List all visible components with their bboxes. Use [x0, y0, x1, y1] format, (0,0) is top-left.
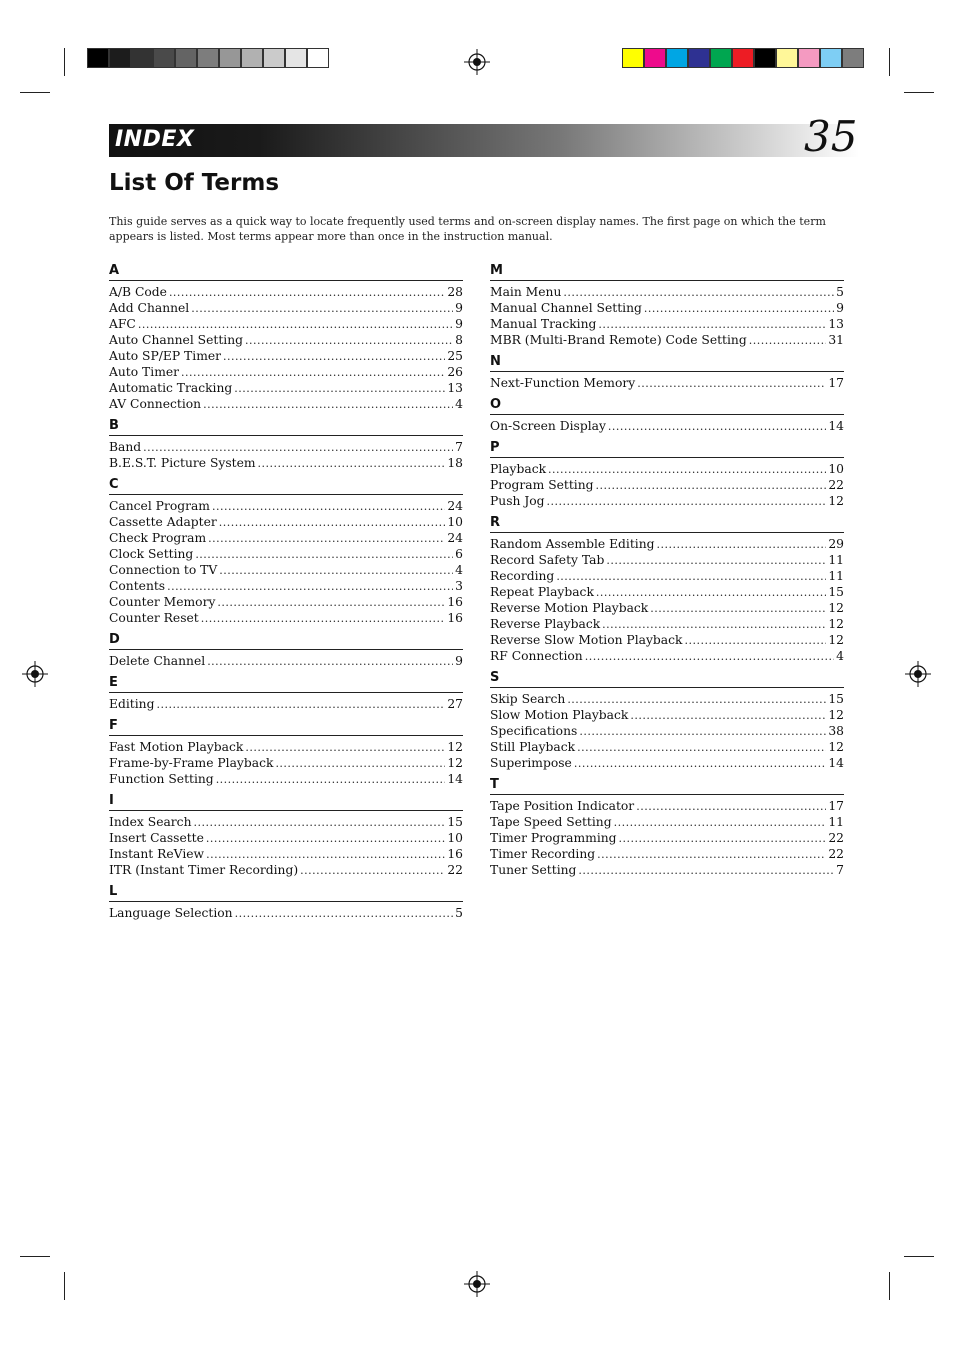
entry-term: Auto Channel Setting	[109, 333, 243, 347]
entry-term: AFC	[109, 317, 136, 331]
section-letter: D	[109, 631, 463, 650]
index-section	[490, 396, 844, 434]
index-entry	[490, 552, 844, 568]
leader-dots	[201, 610, 446, 627]
entry-term: Skip Search	[490, 692, 566, 706]
index-entry	[490, 600, 844, 616]
entry-page: 22	[828, 847, 844, 861]
index-entry	[109, 653, 463, 669]
leader-dots	[143, 439, 453, 456]
color-swatch	[666, 48, 688, 68]
index-entry	[109, 578, 463, 594]
entry-page: 10	[447, 831, 463, 845]
entry-term: Tape Speed Setting	[490, 815, 612, 829]
leader-dots	[619, 830, 827, 847]
index-entry	[109, 316, 463, 332]
section-letter: B	[109, 417, 463, 436]
entry-page: 16	[447, 595, 463, 609]
entry-term: Connection to TV	[109, 563, 218, 577]
entry-term: MBR (Multi-Brand Remote) Code Setting	[490, 333, 747, 347]
leader-dots	[596, 584, 826, 601]
entry-page: 4	[455, 397, 463, 411]
entry-term: Tuner Setting	[490, 863, 577, 877]
crop-mark	[889, 48, 890, 76]
color-swatch	[710, 48, 732, 68]
index-section	[490, 669, 844, 771]
entry-page: 12	[828, 494, 844, 508]
entry-page: 5	[455, 906, 463, 920]
intro-paragraph: This guide serves as a quick way to locate frequently used terms and on-screen display names. The first page on which the term appears is listed. Most terms appear more than once in the instruction manual.	[109, 215, 826, 243]
color-swatch	[153, 48, 175, 68]
index-entry	[109, 348, 463, 364]
color-swatch	[820, 48, 842, 68]
leader-dots	[577, 739, 826, 756]
entry-term: Repeat Playback	[490, 585, 594, 599]
entry-page: 12	[828, 617, 844, 631]
index-entry	[109, 498, 463, 514]
entry-page: 9	[455, 317, 463, 331]
entry-page: 17	[828, 376, 844, 390]
entry-page: 9	[455, 654, 463, 668]
entry-term: Counter Reset	[109, 611, 199, 625]
color-swatch	[219, 48, 241, 68]
entry-term: Timer Recording	[490, 847, 596, 861]
index-section	[490, 353, 844, 391]
index-entry	[490, 691, 844, 707]
index-section	[109, 792, 463, 878]
entry-page: 7	[836, 863, 844, 877]
entry-term: Reverse Motion Playback	[490, 601, 649, 615]
entry-page: 24	[447, 531, 463, 545]
entry-page: 31	[828, 333, 844, 347]
index-entry	[109, 439, 463, 455]
leader-dots	[548, 461, 826, 478]
page-number: 35	[804, 112, 858, 161]
leader-dots	[563, 284, 834, 301]
index-entry	[109, 610, 463, 626]
entry-term: Manual Channel Setting	[490, 301, 642, 315]
leader-dots	[606, 552, 826, 569]
entry-term: Frame-by-Frame Playback	[109, 756, 274, 770]
index-entry	[490, 461, 844, 477]
entry-page: 16	[447, 847, 463, 861]
leader-dots	[156, 696, 445, 713]
entry-page: 18	[447, 456, 463, 470]
leader-dots	[749, 332, 827, 349]
entry-term: Next-Function Memory	[490, 376, 636, 390]
color-swatch	[241, 48, 263, 68]
section-letter: O	[490, 396, 844, 415]
entry-page: 14	[828, 756, 844, 770]
section-letter: R	[490, 514, 844, 533]
color-swatch	[87, 48, 109, 68]
entry-page: 8	[455, 333, 463, 347]
leader-dots	[219, 514, 446, 531]
index-entry	[490, 300, 844, 316]
entry-term: Record Safety Tab	[490, 553, 605, 567]
index-section	[109, 262, 463, 412]
entry-term: Contents	[109, 579, 166, 593]
entry-term: Fast Motion Playback	[109, 740, 244, 754]
leader-dots	[245, 332, 453, 349]
leader-dots	[169, 284, 445, 301]
entry-page: 12	[447, 740, 463, 754]
entry-page: 3	[455, 579, 463, 593]
entry-term: Check Program	[109, 531, 207, 545]
index-entry	[490, 493, 844, 509]
entry-page: 12	[828, 708, 844, 722]
leader-dots	[597, 846, 826, 863]
leader-dots	[608, 418, 826, 435]
color-swatch	[754, 48, 776, 68]
entry-term: Insert Cassette	[109, 831, 204, 845]
entry-term: Counter Memory	[109, 595, 216, 609]
leader-dots	[636, 798, 826, 815]
index-entry	[109, 862, 463, 878]
entry-page: 15	[828, 692, 844, 706]
index-banner	[109, 124, 859, 157]
entry-page: 14	[828, 419, 844, 433]
index-entry	[490, 584, 844, 600]
index-entry	[109, 546, 463, 562]
entry-term: Auto Timer	[109, 365, 180, 379]
section-letter: C	[109, 476, 463, 495]
entry-page: 24	[447, 499, 463, 513]
index-entry	[109, 814, 463, 830]
leader-dots	[598, 316, 826, 333]
entry-page: 6	[455, 547, 463, 561]
leader-dots	[650, 600, 826, 617]
index-section	[490, 439, 844, 509]
crop-mark	[64, 1272, 65, 1300]
entry-page: 11	[828, 569, 844, 583]
entry-term: AV Connection	[109, 397, 202, 411]
index-section	[490, 514, 844, 664]
section-letter: M	[490, 262, 844, 281]
leader-dots	[567, 691, 826, 708]
index-section	[109, 883, 463, 921]
page-title: List Of Terms	[109, 170, 280, 196]
entry-term: Clock Setting	[109, 547, 194, 561]
leader-dots	[223, 348, 445, 365]
crop-mark	[20, 92, 50, 93]
index-entry	[490, 284, 844, 300]
index-entry	[490, 632, 844, 648]
leader-dots	[212, 498, 445, 515]
registration-mark-icon	[905, 661, 931, 687]
entry-page: 15	[828, 585, 844, 599]
index-entry	[490, 568, 844, 584]
index-section	[109, 674, 463, 712]
index-entry	[490, 316, 844, 332]
index-section	[490, 776, 844, 878]
entry-page: 27	[447, 697, 463, 711]
index-entry	[490, 846, 844, 862]
leader-dots	[644, 300, 834, 317]
index-entry	[490, 798, 844, 814]
color-swatch	[197, 48, 219, 68]
index-entry	[490, 648, 844, 664]
entry-term: A/B Code	[109, 285, 167, 299]
leader-dots	[191, 300, 453, 317]
entry-term: Specifications	[490, 724, 578, 738]
index-section	[109, 417, 463, 471]
color-swatch	[798, 48, 820, 68]
leader-dots	[578, 862, 834, 879]
entry-term: Slow Motion Playback	[490, 708, 629, 722]
entry-term: Add Channel	[109, 301, 190, 315]
entry-term: Cassette Adapter	[109, 515, 217, 529]
entry-term: Manual Tracking	[490, 317, 597, 331]
entry-page: 22	[447, 863, 463, 877]
entry-term: Recording	[490, 569, 555, 583]
banner-title: INDEX	[115, 127, 195, 152]
leader-dots	[300, 862, 445, 879]
leader-dots	[245, 739, 445, 756]
color-swatch	[688, 48, 710, 68]
registration-mark-icon	[464, 49, 490, 75]
section-letter: L	[109, 883, 463, 902]
entry-term: Random Assemble Editing	[490, 537, 655, 551]
entry-page: 22	[828, 831, 844, 845]
color-swatch	[842, 48, 864, 68]
leader-dots	[574, 755, 827, 772]
registration-mark-icon	[22, 661, 48, 687]
crop-mark	[904, 1256, 934, 1257]
leader-dots	[585, 648, 834, 665]
index-entry	[109, 364, 463, 380]
index-entry	[109, 696, 463, 712]
entry-term: Auto SP/EP Timer	[109, 349, 222, 363]
section-letter: S	[490, 669, 844, 688]
index-entry	[490, 755, 844, 771]
entry-page: 14	[447, 772, 463, 786]
index-entry	[109, 514, 463, 530]
entry-page: 11	[828, 553, 844, 567]
leader-dots	[138, 316, 453, 333]
crop-mark	[889, 1272, 890, 1300]
crop-mark	[904, 92, 934, 93]
leader-dots	[630, 707, 826, 724]
entry-page: 26	[447, 365, 463, 379]
index-entry	[109, 284, 463, 300]
index-section	[490, 262, 844, 348]
leader-dots	[258, 455, 446, 472]
index-entry	[109, 846, 463, 862]
index-entry	[109, 530, 463, 546]
index-entry	[490, 723, 844, 739]
entry-page: 16	[447, 611, 463, 625]
registration-mark-icon	[464, 1271, 490, 1297]
entry-page: 10	[828, 462, 844, 476]
leader-dots	[235, 905, 454, 922]
index-entry	[109, 380, 463, 396]
section-letter: T	[490, 776, 844, 795]
color-swatch	[285, 48, 307, 68]
entry-term: Band	[109, 440, 142, 454]
color-swatch	[776, 48, 798, 68]
entry-term: Playback	[490, 462, 547, 476]
entry-term: Delete Channel	[109, 654, 206, 668]
index-entry	[490, 739, 844, 755]
entry-page: 17	[828, 799, 844, 813]
index-entry	[490, 707, 844, 723]
color-swatch	[622, 48, 644, 68]
entry-term: RF Connection	[490, 649, 583, 663]
leader-dots	[637, 375, 826, 392]
section-letter: N	[490, 353, 844, 372]
color-swatch	[263, 48, 285, 68]
leader-dots	[684, 632, 826, 649]
entry-page: 29	[828, 537, 844, 551]
entry-term: Tape Position Indicator	[490, 799, 635, 813]
index-entry	[490, 862, 844, 878]
index-column-left	[109, 262, 463, 926]
entry-term: Cancel Program	[109, 499, 210, 513]
entry-term: B.E.S.T. Picture System	[109, 456, 256, 470]
entry-term: Still Playback	[490, 740, 576, 754]
index-entry	[109, 739, 463, 755]
color-swatch	[732, 48, 754, 68]
index-entry	[109, 562, 463, 578]
section-letter: A	[109, 262, 463, 281]
entry-page: 4	[836, 649, 844, 663]
leader-dots	[206, 830, 445, 847]
leader-dots	[203, 396, 453, 413]
index-section	[109, 717, 463, 787]
section-letter: I	[109, 792, 463, 811]
index-column-right	[490, 262, 844, 883]
entry-term: ITR (Instant Timer Recording)	[109, 863, 299, 877]
leader-dots	[217, 594, 445, 611]
entry-term: Language Selection	[109, 906, 233, 920]
crop-mark	[64, 48, 65, 76]
leader-dots	[167, 578, 453, 595]
entry-term: Push Jog	[490, 494, 545, 508]
entry-term: Function Setting	[109, 772, 214, 786]
entry-page: 38	[828, 724, 844, 738]
section-letter: E	[109, 674, 463, 693]
entry-term: Editing	[109, 697, 155, 711]
color-swatch	[307, 48, 329, 68]
index-section	[109, 631, 463, 669]
entry-term: Reverse Slow Motion Playback	[490, 633, 683, 647]
index-entry	[490, 830, 844, 846]
entry-term: Superimpose	[490, 756, 572, 770]
leader-dots	[614, 814, 827, 831]
entry-page: 25	[447, 349, 463, 363]
entry-page: 13	[447, 381, 463, 395]
index-entry	[490, 332, 844, 348]
leader-dots	[216, 771, 446, 788]
index-entry	[109, 396, 463, 412]
entry-term: Timer Programming	[490, 831, 617, 845]
color-swatch	[131, 48, 153, 68]
entry-term: Automatic Tracking	[109, 381, 233, 395]
entry-page: 9	[836, 301, 844, 315]
entry-page: 12	[828, 601, 844, 615]
leader-dots	[547, 493, 827, 510]
entry-page: 4	[455, 563, 463, 577]
leader-dots	[194, 814, 446, 831]
index-entry	[490, 536, 844, 552]
index-entry	[109, 594, 463, 610]
index-entry	[109, 332, 463, 348]
color-swatch	[109, 48, 131, 68]
index-entry	[109, 300, 463, 316]
section-letter: P	[490, 439, 844, 458]
leader-dots	[207, 653, 453, 670]
leader-dots	[657, 536, 827, 553]
index-entry	[490, 418, 844, 434]
leader-dots	[181, 364, 445, 381]
index-section	[109, 476, 463, 626]
entry-page: 7	[455, 440, 463, 454]
leader-dots	[234, 380, 445, 397]
entry-page: 5	[836, 285, 844, 299]
color-swatch	[644, 48, 666, 68]
entry-term: Program Setting	[490, 478, 594, 492]
index-entry	[490, 375, 844, 391]
leader-dots	[206, 846, 445, 863]
entry-term: On-Screen Display	[490, 419, 606, 433]
index-entry	[490, 616, 844, 632]
index-entry	[109, 830, 463, 846]
index-entry	[109, 455, 463, 471]
entry-page: 12	[447, 756, 463, 770]
leader-dots	[195, 546, 453, 563]
entry-term: Main Menu	[490, 285, 562, 299]
entry-page: 11	[828, 815, 844, 829]
crop-mark	[20, 1256, 50, 1257]
color-swatch	[175, 48, 197, 68]
entry-page: 9	[455, 301, 463, 315]
entry-page: 28	[447, 285, 463, 299]
leader-dots	[602, 616, 826, 633]
leader-dots	[556, 568, 826, 585]
leader-dots	[208, 530, 445, 547]
index-entry	[490, 814, 844, 830]
leader-dots	[596, 477, 827, 494]
section-letter: F	[109, 717, 463, 736]
entry-page: 22	[828, 478, 844, 492]
index-entry	[109, 755, 463, 771]
index-entry	[490, 477, 844, 493]
entry-page: 13	[828, 317, 844, 331]
entry-page: 15	[447, 815, 463, 829]
index-entry	[109, 771, 463, 787]
leader-dots	[275, 755, 445, 772]
entry-term: Reverse Playback	[490, 617, 601, 631]
entry-page: 10	[447, 515, 463, 529]
leader-dots	[219, 562, 453, 579]
entry-term: Index Search	[109, 815, 192, 829]
entry-page: 12	[828, 740, 844, 754]
entry-term: Instant ReView	[109, 847, 205, 861]
leader-dots	[579, 723, 826, 740]
entry-page: 12	[828, 633, 844, 647]
index-entry	[109, 905, 463, 921]
